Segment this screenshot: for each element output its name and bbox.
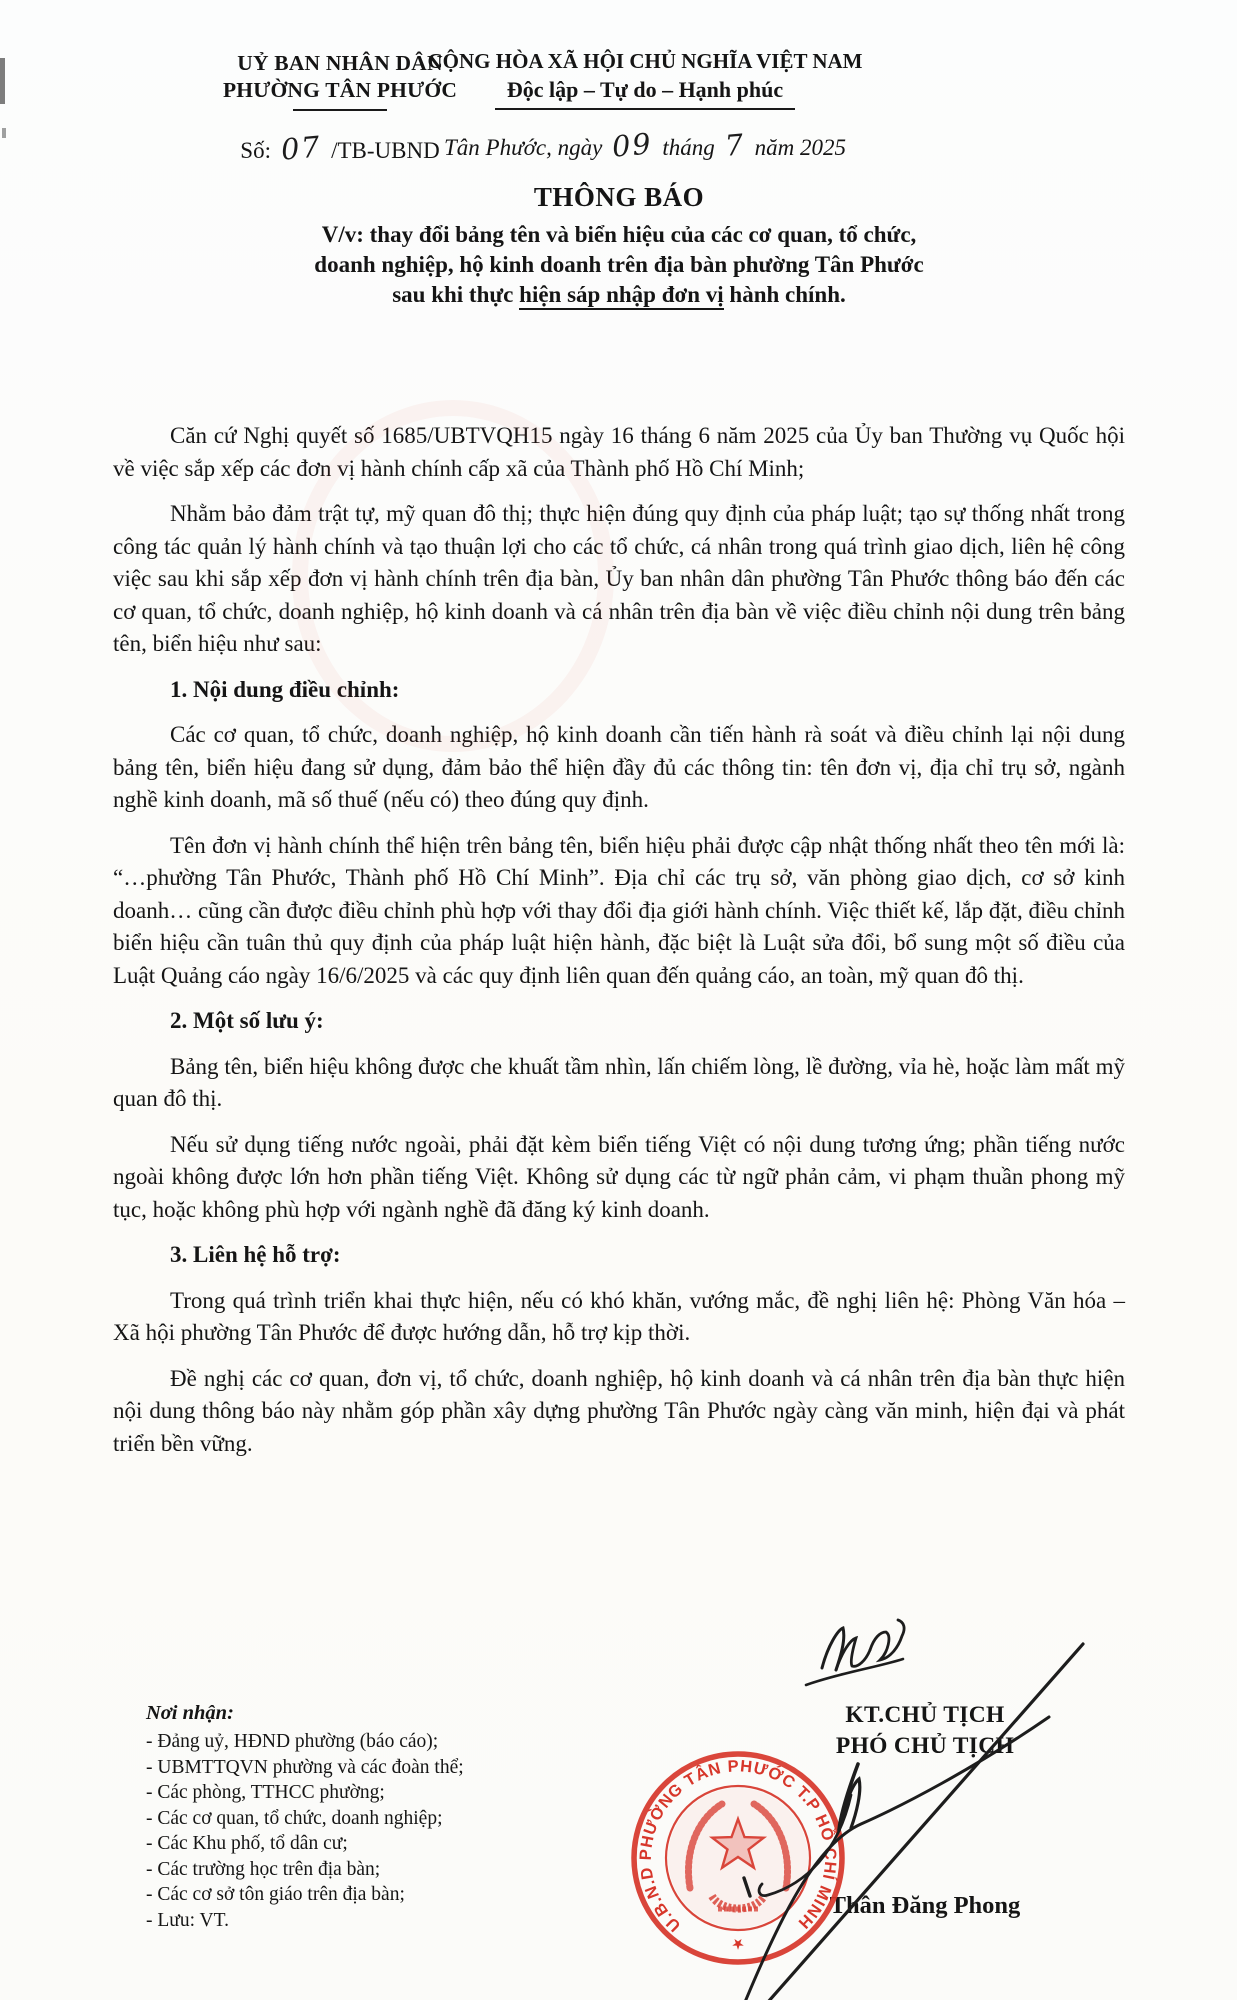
body-paragraph: Căn cứ Nghị quyết số 1685/UBTVQH15 ngày 16 tháng 6 năm 2025 của Ủy ban Thường vụ Quốc hội về việc sắp xếp các đơn vị hành chính cấp xã của Thành phố Hồ Chí Minh; bbox=[113, 423, 1125, 481]
recipient-item: - Các cơ quan, tổ chức, doanh nghiệp; bbox=[146, 1807, 443, 1829]
date-month-handwritten: 7 bbox=[723, 127, 747, 163]
body-paragraph: Đề nghị các cơ quan, đơn vị, tổ chức, doanh nghiệp, hộ kinh doanh và cá nhân trên địa bàn thực hiện nội dung thông báo này nhằm góp phần xây dựng phường Tân Phước ngày càng văn minh, hiện đại và phát triển bền vững. bbox=[113, 1365, 1125, 1456]
authority-underline bbox=[293, 109, 387, 111]
recipient-item: - Đảng uỷ, HĐND phường (báo cáo); bbox=[146, 1731, 439, 1752]
section-heading: 1. Nội dung điều chỉnh: bbox=[170, 676, 400, 702]
doc-number-handwritten: 07 bbox=[279, 129, 323, 167]
body-paragraph: Tên đơn vị hành chính thể hiện trên bảng tên, biển hiệu phải được cập nhật thống nhất theo tên mới là: “…phường Tân Phước, Thành phố Hồ Chí Minh”. Địa chỉ các trụ sở, văn phòng giao dịch, cơ sở kinh doanh… cũng cần được điều chỉnh phù hợp với thay đổi địa giới hành chính. Việc thiết kế, lắp đặt, điều chỉnh biển hiệu cần tuân thủ quy định của pháp luật hiện hành, đặc biệt là Luật sửa đổi, bổ sung một số điều của Luật Quảng cáo ngày 16/6/2025 và các quy định liên quan đến quảng cáo, an toàn, mỹ quan đô thị. bbox=[113, 832, 1125, 988]
body-paragraph: Bảng tên, biển hiệu không được che khuất tầm nhìn, lấn chiếm lòng, lề đường, vỉa hè, hoặc làm mất mỹ quan đô thị. bbox=[113, 1053, 1125, 1111]
body-paragraph: Nhằm bảo đảm trật tự, mỹ quan đô thị; thực hiện đúng quy định của pháp luật; tạo sự thống nhất trong công tác quản lý hành chính và tạo thuận lợi cho các tổ chức, cá nhân trong quá trình giao dịch, liên hệ công việc sau khi sắp xếp đơn vị hành chính trên địa bàn, Ủy ban nhân dân phường Tân Phước thông báo đến các cơ quan, tổ chức, doanh nghiệp, hộ kinh doanh và cá nhân trên địa bàn về việc điều chỉnh nội dung trên bảng tên, biển hiệu như sau: bbox=[113, 501, 1125, 656]
subject-line3-post: hành chính. bbox=[723, 282, 846, 307]
scan-artifact bbox=[2, 128, 6, 138]
stamp-bleed-ghost bbox=[292, 400, 614, 752]
date-post: năm 2025 bbox=[754, 135, 846, 160]
authority-name-line1: UỶ BAN NHÂN DÂN bbox=[237, 51, 443, 75]
document-subject bbox=[113, 220, 1125, 310]
stamp-star-icon: ★ bbox=[731, 1935, 745, 1951]
date-day-handwritten: 09 bbox=[610, 126, 655, 164]
stamp-arc-text: U.B.N.D PHƯỜNG TÂN PHƯỚC T.P HỒ CHÍ MINH bbox=[636, 1757, 840, 1935]
national-header: CỘNG HÒA XÃ HỘI CHỦ NGHĨA VIỆT NAM bbox=[427, 49, 863, 73]
subject-line3-pre: sau khi thực bbox=[392, 282, 520, 307]
recipient-item: - Các Khu phố, tổ dân cư; bbox=[146, 1833, 348, 1854]
date-pre: Tân Phước, ngày bbox=[444, 135, 603, 160]
scan-artifact bbox=[0, 58, 5, 104]
signer-position-line2: PHÓ CHỦ TỊCH bbox=[835, 1733, 1015, 1759]
signer-position-line1: KT.CHỦ TỊCH bbox=[845, 1702, 1005, 1728]
recipient-item: - Các cơ sở tôn giáo trên địa bàn; bbox=[146, 1884, 405, 1905]
subject-line2: doanh nghiệp, hộ kinh doanh trên địa bàn phường Tân Phước bbox=[314, 252, 924, 277]
official-red-stamp bbox=[626, 1746, 850, 1970]
recipient-item: - UBMTTQVN phường và các đoàn thể; bbox=[146, 1756, 464, 1778]
national-motto: Độc lập – Tự do – Hạnh phúc bbox=[506, 77, 784, 102]
subject-line3-underlined: hiện sáp nhập đơn vị bbox=[519, 282, 724, 310]
recipients-block bbox=[146, 1702, 576, 1933]
national-motto-block bbox=[405, 48, 885, 162]
recipient-item: - Các phòng, TTHCC phường; bbox=[146, 1782, 385, 1803]
body-text bbox=[113, 420, 1125, 1460]
recipients-title: Nơi nhận: bbox=[146, 1702, 234, 1724]
body-paragraph: Trong quá trình triển khai thực hiện, nếu có khó khăn, vướng mắc, đề nghị liên hệ: Phòng Văn hóa – Xã hội phường Tân Phước để được hướng dẫn, hỗ trợ kịp thời. bbox=[113, 1287, 1125, 1345]
subject-line3 bbox=[113, 280, 1125, 310]
authority-name-line2: PHƯỜNG TÂN PHƯỚC bbox=[222, 78, 458, 102]
section-heading: 2. Một số lưu ý: bbox=[170, 1008, 324, 1033]
body-paragraph: Nếu sử dụng tiếng nước ngoài, phải đặt kèm biển tiếng Việt có nội dung tương ứng; phần tiếng nước ngoài không được lớn hơn phần tiếng Việt. Không sử dụng các từ ngữ phản cảm, vi phạm thuần phong mỹ tục, hoặc không phù hợp với ngành nghề đã đăng ký kinh doanh. bbox=[113, 1131, 1125, 1222]
recipient-item: - Các trường học trên địa bàn; bbox=[146, 1858, 381, 1880]
doc-number-suffix: /TB-UBND bbox=[331, 138, 440, 163]
subject-line1: V/v: thay đổi bảng tên và biển hiệu của các cơ quan, tổ chức, bbox=[321, 222, 917, 247]
body-paragraph: Các cơ quan, tổ chức, doanh nghiệp, hộ kinh doanh cần tiến hành rà soát và điều chỉnh lại nội dung bảng tên, biển hiệu đang sử dụng, đảm bảo thể hiện đầy đủ các thông tin: tên đơn vị, địa chỉ trụ sở, ngành nghề kinh doanh, mã số thuế (nếu có) theo đúng quy định. bbox=[113, 722, 1125, 812]
date-mid: tháng bbox=[662, 135, 715, 160]
recipients-list bbox=[146, 1729, 576, 1933]
section-heading: 3. Liên hệ hỗ trợ: bbox=[170, 1242, 341, 1267]
doc-number-prefix: Số: bbox=[240, 138, 271, 163]
signer-name: Thân Đăng Phong bbox=[829, 1892, 1021, 1919]
document-title: THÔNG BÁO bbox=[533, 182, 705, 212]
recipient-item: - Lưu: VT. bbox=[146, 1909, 229, 1931]
place-date-line bbox=[405, 128, 885, 162]
motto-underline bbox=[495, 108, 795, 110]
